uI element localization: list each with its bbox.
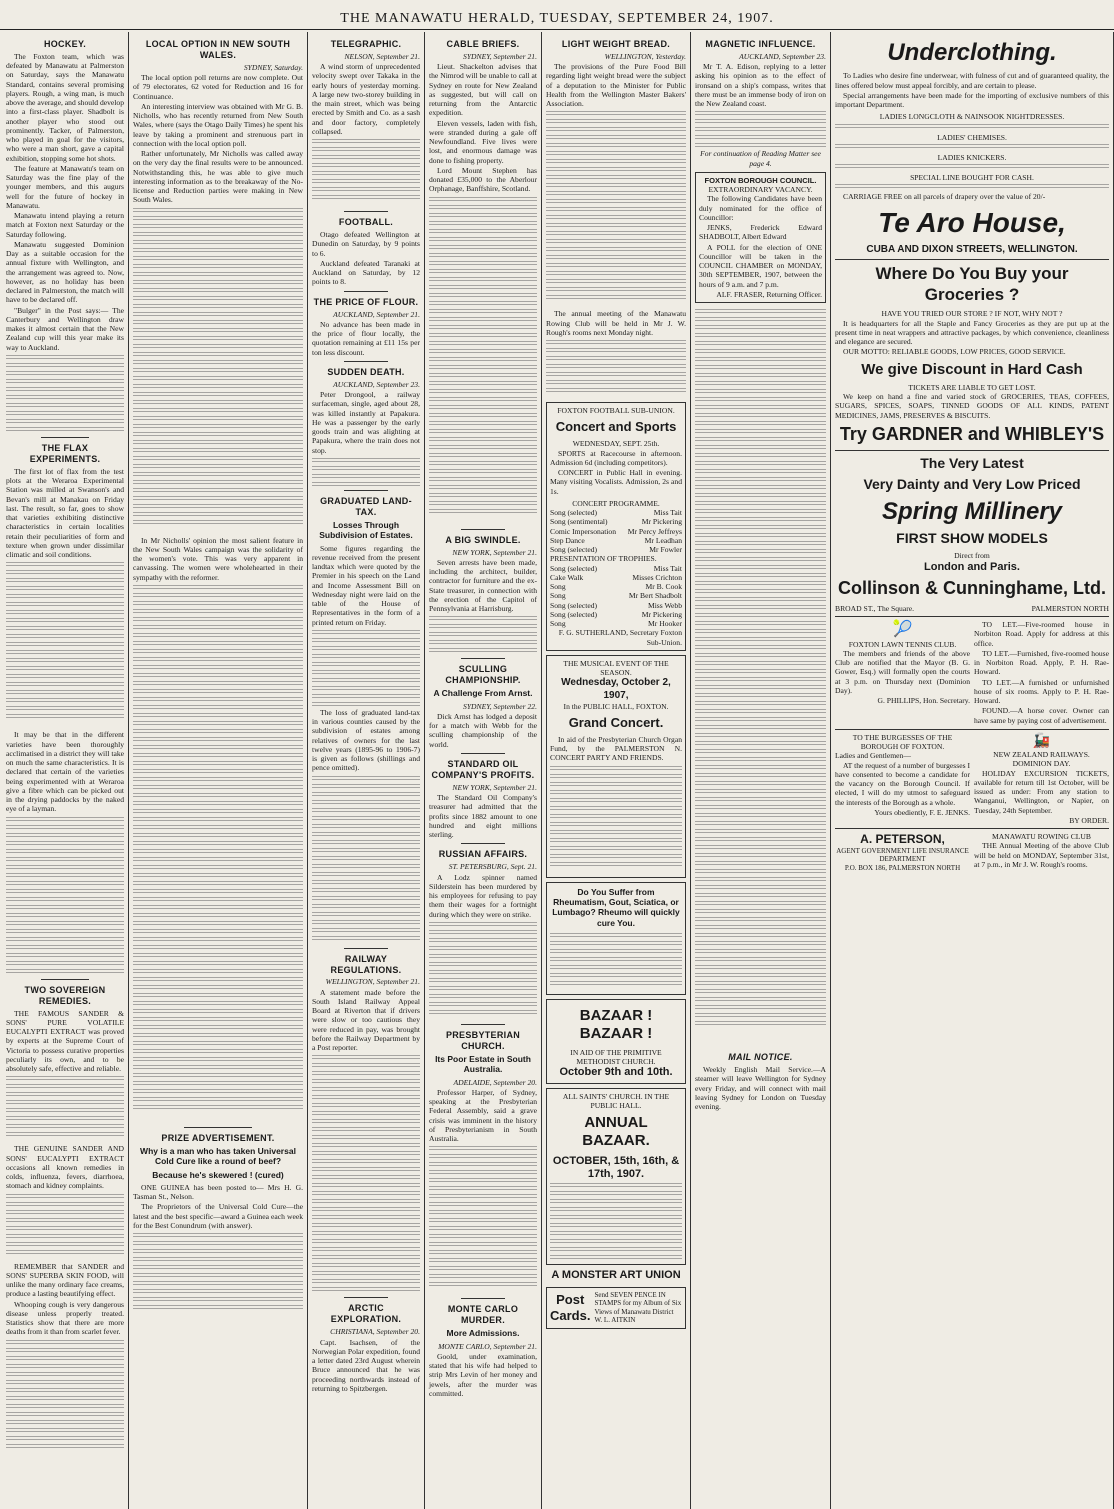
- bread-paragraph: The annual meeting of the Manawatu Rowing Club will be held in Mr J. W. Rough's rooms next Monday night.: [546, 309, 686, 337]
- tennis-row: [835, 620, 1109, 726]
- land-tax-paragraph: Some figures regarding the revenue received from the present landtax which were quoted by the Premier in his speech on the Land and Income Assessment Bill on Wednesday night were laid on the table of the House of Representatives in the form of a printed return on Friday.: [312, 543, 420, 627]
- collinson-town: PALMERSTON NORTH: [1031, 603, 1109, 613]
- bread-paragraph: The provisions of the Pure Food Bill regarding light weight bread were the subject of a deputation to the Minister for Public Health from the Wellington Master Bakers' Association.: [546, 62, 686, 109]
- groceries-question: HAVE YOU TRIED OUR STORE ? IF NOT, WHY NOT ?: [881, 309, 1063, 319]
- railways-ad: [974, 733, 1109, 825]
- locomotive-icon: 🚂: [1032, 733, 1051, 749]
- dateline: NEW YORK, September 21.: [452, 547, 537, 557]
- dateline: ST. PETERSBURG, Sept. 21.: [448, 862, 537, 872]
- text-filler: [550, 764, 682, 874]
- programme-item: Step Dance: [550, 535, 585, 545]
- programme-performer: Miss Tait: [653, 563, 682, 573]
- show-models-heading: FIRST SHOW MODELS: [896, 530, 1048, 547]
- rowing-heading: MANAWATU ROWING CLUB: [992, 832, 1091, 842]
- monte-carlo-paragraph: Goold, under examination, stated that his wife had helped to strip Mrs Levin of her money and jewels, after the murder was committed.: [429, 1351, 537, 1398]
- programme-item: Song: [550, 591, 566, 601]
- russian-heading: RUSSIAN AFFAIRS.: [438, 849, 528, 860]
- text-filler: [312, 1053, 420, 1293]
- programme-row: [550, 601, 682, 610]
- found-notice: FOUND.—A horse cover. Owner can have same by paying cost of advertisement.: [974, 706, 1109, 725]
- post-cards-heading: Post Cards.: [550, 1292, 591, 1323]
- programme-signature: F. G. SUTHERLAND, Secretary Foxton Sub-Union.: [558, 628, 682, 647]
- railways-signature: BY ORDER.: [1069, 815, 1109, 825]
- presbyterian-subheading: Its Poor Estate in South Australia.: [435, 1053, 531, 1075]
- text-filler: [6, 1338, 124, 1458]
- programme-row: [550, 517, 682, 526]
- programme-performer: Miss Webb: [647, 600, 682, 610]
- text-filler: [6, 1192, 124, 1262]
- underclothing-paragraph: To Ladies who desire fine underwear, with fulness of cut and of guaranteed quality, the lines offered below must appeal forcibly, and are certain to please.: [835, 71, 1109, 90]
- cable-paragraph: Lieut. Shackelton advises that the Nimrod will be unable to call at Sydney en route for New Zealand as suggested, but will call on returning from the Antarctic expedition.: [429, 62, 537, 118]
- to-let-1: TO LET.—Five-roomed house in Norbiton Road. Apply for address at this office.: [974, 620, 1109, 648]
- text-filler: [429, 614, 537, 654]
- text-filler: [312, 456, 420, 486]
- dateline: SYDNEY, Saturday.: [243, 62, 303, 72]
- programme-item: PRESENTATION OF TROPHIES.: [550, 554, 657, 564]
- annual-bazaar-heading: ANNUAL BAZAAR.: [582, 1114, 650, 1150]
- magnetic-heading: MAGNETIC INFLUENCE.: [705, 39, 816, 49]
- hockey-paragraph: The Foxton team, which was defeated by Manawatu at Palmerston on Saturday, says the Manawatu Standard, contains several promising players. Rough, a wing man, is much above the average, and should develop into a first-class player. Shadbolt is another player who stood out prominently. Tacker, of Palmerston, who played in goal for the visitors, who were a man short, gave a capital exhibition, stopping some hot shots.: [6, 51, 124, 163]
- text-filler: [312, 137, 420, 207]
- discount-heading: We give Discount in Hard Cash: [861, 360, 1083, 378]
- programme-performer: Mr Pickering: [641, 609, 682, 619]
- remedies-paragraph: REMEMBER that SANDER and SONS' SUPERBA SKIN FOOD, will unlike the many ordinary face creams, produce a lasting beautifying effect.: [6, 1261, 124, 1299]
- underclothing-line: LADIES KNICKERS.: [937, 152, 1007, 162]
- dateline: NEW YORK, September 21.: [452, 782, 537, 792]
- programme-row: [550, 564, 682, 573]
- programme-performer: Mr Hooker: [648, 619, 682, 629]
- bazaar-ad: [546, 999, 686, 1084]
- programme-item: Song (sentimental): [550, 517, 608, 527]
- land-tax-subheading: Losses Through Subdivision of Estates.: [319, 519, 413, 541]
- arctic-heading: ARCTIC EXPLORATION.: [330, 1303, 402, 1325]
- programme-row: [550, 508, 682, 517]
- column-5: [542, 32, 691, 1509]
- cable-heading: CABLE BRIEFS.: [446, 39, 520, 49]
- underclothing-line: LADIES' CHEMISES.: [937, 132, 1007, 142]
- burgess-row: [835, 733, 1109, 825]
- local-option-paragraph: The local option poll returns are now complete. Out of 79 electorates, 62 voted for Reduction and 16 for Continuance.: [133, 73, 303, 101]
- telegraphic-heading: TELEGRAPHIC.: [330, 39, 402, 49]
- programme-heading: CONCERT PROGRAMME.: [572, 498, 660, 508]
- programme-item: Cake Walk: [550, 572, 584, 582]
- text-filler: [133, 583, 303, 1123]
- motto: OUR MOTTO: RELIABLE GOODS, LOW PRICES, GOOD SERVICE.: [843, 347, 1066, 357]
- text-filler: [550, 931, 682, 991]
- programme-row: [550, 527, 682, 536]
- presbyterian-heading: PRESBYTERIAN CHURCH.: [445, 1029, 521, 1051]
- peterson-heading: A. PETERSON,: [860, 832, 945, 847]
- programme-row: [550, 582, 682, 591]
- dateline: SYDNEY, September 22.: [463, 701, 537, 711]
- programme-performer: Miss Tait: [653, 508, 682, 518]
- bazaar-paragraph: IN AID OF THE PRIMITIVE METHODIST CHURCH.: [570, 1047, 662, 1066]
- land-tax-paragraph: The loss of graduated land-tax in various counties caused by the subdivision of estates among relatives of owners for the last twelve years (1895-96 to 1906-7) is given as follows (shillings and pence omitted).: [312, 707, 420, 773]
- text-filler: [835, 124, 1109, 130]
- railway-heading: RAILWAY REGULATIONS.: [330, 953, 402, 975]
- divider: [835, 828, 1109, 829]
- divider: [461, 529, 504, 530]
- text-filler: [835, 184, 1109, 190]
- gardner-heading: Try GARDNER and WHIBLEY'S: [839, 423, 1105, 444]
- rowing-ad: [974, 832, 1109, 872]
- local-option-paragraph: An interesting interview was obtained with Mr G. B. Nicholls, who has recently returned from New South Wales, where (says the Otago Daily Times) he spent his leave by taking a prominent and strenuous part in connection with the local option poll.: [133, 101, 303, 148]
- text-filler: [546, 109, 686, 309]
- masthead-title: THE MANAWATU HERALD, TUESDAY, SEPTEMBER 24, 1907.: [340, 11, 774, 26]
- hockey-heading: HOCKEY.: [43, 39, 87, 49]
- prize-heading: PRIZE ADVERTISEMENT.: [161, 1132, 275, 1143]
- programme-performer: Misses Crichton: [632, 572, 682, 582]
- peterson-address: P.O. BOX 186, PALMERSTON NORTH: [844, 863, 961, 872]
- programme-performer: Mr Bert Shadbolt: [628, 591, 682, 601]
- council-heading: FOXTON BOROUGH COUNCIL.: [704, 175, 817, 185]
- railways-paragraph: HOLIDAY EXCURSION TICKETS, available for return till 1st October, will be issued as under: From any station to Wanganui, Wellington, or Napier, on Tuesday, 24th September.: [974, 768, 1109, 815]
- bread-heading: LIGHT WEIGHT BREAD.: [561, 39, 671, 49]
- musical-event-heading: THE MUSICAL EVENT OF THE SEASON.: [563, 658, 669, 678]
- dainty-heading: Very Dainty and Very Low Priced: [863, 475, 1081, 492]
- continuation-note: For continuation of Reading Matter see page 4.: [700, 149, 821, 168]
- text-filler: [546, 338, 686, 398]
- rheumo-ad: [546, 882, 686, 995]
- concert-paragraph: CONCERT in Public Hall in evening. Many visiting Vocalists. Admission, 2s and 1s.: [550, 468, 682, 496]
- divider: [835, 450, 1109, 451]
- tennis-icon: 🎾: [892, 621, 913, 639]
- railways-heading: NEW ZEALAND RAILWAYS.: [993, 750, 1090, 760]
- burgess-ad: [835, 733, 970, 825]
- hockey-paragraph: Manawatu suggested Dominion Day as a suitable occasion for the annual fixture with Wellington, and the arrangement was agreed to. Now, however, as no holiday has been declared in Palmerston, the match will have to be declared off.: [6, 239, 124, 305]
- annual-bazaar-date: OCTOBER, 15th, 16th, & 17th, 1907.: [552, 1154, 680, 1180]
- cable-paragraph: Lord Mount Stephen has donated £35,000 to the Aberlour Orphanage, Banffshire, Scotland.: [429, 165, 537, 194]
- dateline: WELLINGTON, Yesterday.: [604, 51, 686, 61]
- tennis-heading: FOXTON LAWN TENNIS CLUB.: [848, 639, 957, 649]
- art-union-heading: A MONSTER ART UNION: [551, 1269, 681, 1282]
- text-filler: [6, 353, 124, 433]
- dateline: MONTE CARLO, September 21.: [438, 1341, 537, 1351]
- peterson-ad: [835, 832, 970, 872]
- tennis-paragraph: The members and friends of the above Club are notified that the Mayor (B. G. Gower, Esq.) will formally open the courts at 3 p.m. on Thursday next (Dominion Day).: [835, 648, 970, 695]
- grand-concert-heading: Grand Concert.: [568, 714, 664, 730]
- text-filler: [133, 206, 303, 536]
- text-filler: [312, 774, 420, 944]
- burgess-signature: Yours obediently, F. E. JENKS.: [874, 807, 970, 817]
- swindle-paragraph: Seven arrests have been made, including the architect, builder, contractor for furniture and the ex-State treasurer, in connection with the erection of the Capitol of Pennsylvania at Harrisburg.: [429, 557, 537, 614]
- post-cards-ad: [546, 1287, 686, 1329]
- divider: [461, 843, 504, 844]
- remedies-heading: TWO SOVEREIGN REMEDIES.: [24, 984, 106, 1006]
- foxton-football-ad: [546, 402, 686, 651]
- sudden-death-heading: SUDDEN DEATH.: [327, 366, 405, 377]
- te-aro-address: CUBA AND DIXON STREETS, WELLINGTON.: [866, 243, 1078, 255]
- dateline: CHRISTIANA, September 20.: [330, 1327, 420, 1337]
- prize-question: Why is a man who has taken Universal Cold Cure like a round of beef?: [140, 1145, 296, 1167]
- dominion-day-heading: DOMINION DAY.: [1012, 759, 1071, 769]
- remedies-paragraph: THE FAMOUS SANDER & SONS' PURE VOLATILE EUCALYPTI EXTRACT was proved by experts at the Supreme Court of Victoria to possess curative properties peculiarly its own, and to be absolutely safe, effective and reliable.: [6, 1008, 124, 1074]
- sculling-heading: SCULLING CHAMPIONSHIP.: [445, 664, 521, 686]
- council-ad: [695, 172, 826, 303]
- remedies-paragraph: THE GENUINE SANDER AND SONS' EUCALYPTI EXTRACT occasions all known remedies in colds, influenza, fevers, diarrhoea, stomach and kidney complaints.: [6, 1144, 124, 1191]
- remedies-paragraph: Whooping cough is very dangerous disease unless properly treated. Statistics show that there are more deaths from it than from scarlet fever.: [6, 1299, 124, 1337]
- text-filler: [429, 1144, 537, 1294]
- oil-paragraph: The Standard Oil Company's treasurer had admitted that the profits since 1882 amount to one hundred and eight millions sterling.: [429, 793, 537, 840]
- text-filler: [835, 144, 1109, 150]
- divider: [461, 1024, 504, 1025]
- foxton-football-heading: FOXTON FOOTBALL SUB-UNION.: [557, 406, 675, 416]
- concert-sports-heading: Concert and Sports: [555, 419, 677, 435]
- programme-performer: Mr B. Cook: [645, 582, 682, 592]
- flax-paragraph: The first lot of flax from the test plots at the Weraroa Experimental Station was milled at Swanson's and Bevan's mill at Manakau on Friday last. The result, so far, goes to show that varieties exhibiting distinctive characteristics in certain localities retain their peculiarities of form and texture when grown under dissimilar climatic and soil conditions.: [6, 466, 124, 560]
- masthead: [0, 0, 1114, 30]
- programme-row: [550, 591, 682, 600]
- monte-carlo-heading: MONTE CARLO MURDER.: [447, 1304, 519, 1326]
- divider: [184, 1127, 252, 1128]
- railway-paragraph: A statement made before the South Island Railway Appeal Board at Riverton that if drivers were slow or too cautious they were reduced in pay, was brought before the Railway Department by a Post reporter.: [312, 987, 420, 1053]
- hockey-paragraph: Manawatu intend playing a return match at Foxton next Saturday or the Saturday following.: [6, 211, 124, 239]
- grand-concert-ad: [546, 655, 686, 878]
- programme-row: [550, 619, 682, 628]
- column-3: [308, 32, 425, 1509]
- burgess-greeting: Ladies and Gentlemen—: [835, 751, 911, 761]
- divider: [344, 211, 387, 212]
- text-filler: [695, 109, 826, 149]
- bottom-row: [835, 832, 1109, 872]
- prize-paragraph: The Proprietors of the Universal Cold Cure—the latest and the best specific—award a Guinea each week for the Best Conundrum (with answer).: [133, 1202, 303, 1230]
- programme-item: Song (selected): [550, 600, 598, 610]
- to-let-3: TO LET.—A furnished or unfurnished house of six rooms. Apply to P. H. Rae-Howard.: [974, 677, 1109, 706]
- flour-paragraph: No advance has been made in the price of flour locally, the quotation remaining at £11 15s per ton less discount.: [312, 319, 420, 357]
- divider: [461, 658, 504, 659]
- text-filler: [6, 560, 124, 730]
- flax-paragraph: It may be that in the different varieties have been thoroughly acclimatised in a district they will take on much the same characteristics. It is declared that certain of the varieties being experimented with at Weraroa give a fibre which can be picked out in the drying paddocks by the naked eye of a layman.: [6, 730, 124, 814]
- column-2: [129, 32, 308, 1509]
- grand-concert-venue: In the PUBLIC HALL, FOXTON.: [563, 701, 669, 711]
- grand-concert-paragraph: In aid of the Presbyterian Church Organ Fund, by the PALMERSTON N. CONCERT PARTY AND FRIENDS.: [550, 734, 682, 763]
- dateline: NELSON, September 21.: [344, 51, 420, 61]
- text-filler: [133, 1231, 303, 1311]
- local-option-heading: LOCAL OPTION IN NEW SOUTH WALES.: [145, 39, 291, 60]
- text-filler: [312, 628, 420, 708]
- column-1: [2, 32, 129, 1509]
- dateline: WELLINGTON, September 21.: [325, 977, 420, 987]
- groceries-heading: Where Do You Buy your Groceries ?: [875, 263, 1069, 304]
- rheumo-heading: Do You Suffer from Rheumatism, Gout, Sciatica, or Lumbago? Rheumo will quickly cure You.: [552, 886, 680, 928]
- burgess-heading: TO THE BURGESSES OF THE BOROUGH OF FOXTON.: [852, 732, 953, 752]
- programme-performer: Mr Fowler: [649, 545, 682, 555]
- direct-from: Direct from: [954, 551, 990, 561]
- tennis-ad: [835, 620, 970, 726]
- sculling-subheading: A Challenge From Arnst.: [433, 688, 533, 699]
- discount-paragraph: We keep on hand a fine and varied stock of GROCERIES, TEAS, COFFEES, SUGARS, SPICES, SOAPS, TINNED GOODS OF ALL KINDS, PATENT MEDICINES, JAMS, PRESERVES & BISCUITS.: [835, 392, 1109, 420]
- groceries-paragraph: It is headquarters for all the Staple and Fancy Groceries as they are put up at the present time in neat wrappers and attractive packages, by which convenience, cleanliness and elegance are secured.: [835, 318, 1109, 347]
- football-paragraph: Otago defeated Wellington at Dunedin on Saturday, by 9 points to 6.: [312, 230, 420, 258]
- latest-heading: The Very Latest: [920, 454, 1024, 471]
- concert-paragraph: SPORTS at Racecourse in afternoon. Admission 6d (including competitors).: [550, 448, 682, 467]
- text-filler: [550, 1181, 682, 1261]
- tennis-signature: G. PHILLIPS, Hon. Secretary.: [877, 696, 970, 706]
- bazaar-heading: BAZAAR ! BAZAAR !: [579, 1007, 653, 1043]
- telegraphic-paragraph: A wind storm of unprecedented velocity swept over Takaka in the early hours of yesterday morning. A large new two-storey building in the main street, which was being erected by Smith and Co. as a sash and door factory, completely collapsed.: [312, 62, 420, 136]
- text-filler: [429, 195, 537, 525]
- mail-notice-paragraph: Weekly English Mail Service.—A steamer will leave Wellington for Sydney every Friday, and will connect with mail leaving Sydney for London on Tuesday evening.: [695, 1065, 826, 1112]
- column-7: [831, 32, 1114, 1509]
- land-tax-heading: GRADUATED LAND-TAX.: [320, 495, 412, 517]
- annual-bazaar-sub: ALL SAINTS' CHURCH. IN THE PUBLIC HALL.: [562, 1091, 670, 1110]
- london-paris: London and Paris.: [924, 560, 1020, 573]
- swindle-heading: A BIG SWINDLE.: [445, 534, 521, 545]
- prize-paragraph: ONE GUINEA has been posted to— Mrs H. G. Tasman St., Nelson.: [133, 1182, 303, 1202]
- programme-performer: Mr Percy Jeffreys: [627, 526, 682, 536]
- text-filler: [6, 815, 124, 975]
- underclothing-paragraph: Special arrangements have been made for the importing of exclusive numbers of this important Department.: [835, 90, 1109, 110]
- council-paragraph: A POLL for the election of ONE Councillor will be taken in the COUNCIL CHAMBER on MONDAY, 30th SEPTEMBER, 1907, between the hours of 9 a.m. and 7 p.m.: [699, 242, 822, 289]
- divider: [344, 490, 387, 491]
- hockey-paragraph: "Bulger" in the Post says:— The Canterbury and Wellington draw makes it almost certain that the New Zealand cup will this year make its way to Auckland.: [6, 305, 124, 352]
- dateline: AUCKLAND, September 21.: [333, 309, 420, 319]
- programme-row: [550, 536, 682, 545]
- divider: [344, 1297, 387, 1298]
- te-aro-heading: Te Aro House,: [878, 206, 1066, 238]
- to-let-2: TO LET.—Furnished, five-roomed house in Norbiton Road. Apply, P. H. Rae-Howard.: [974, 648, 1109, 677]
- divider: [344, 948, 387, 949]
- spring-millinery-heading: Spring Millinery: [881, 497, 1063, 525]
- underclothing-line: LADIES LONGCLOTH & NAINSOOK NIGHTDRESSES.: [879, 112, 1065, 122]
- divider: [41, 979, 88, 980]
- divider: [344, 361, 387, 362]
- local-option-paragraph: In Mr Nicholls' opinion the most salient feature in the New South Wales campaign was the solidarity of the women's vote. This was very apparent in canvassing. The women were wholehearted in their sympathy with the reformer.: [133, 535, 303, 582]
- dateline: ADELAIDE, September 20.: [453, 1077, 537, 1087]
- football-heading: FOOTBALL.: [338, 217, 394, 228]
- rowing-paragraph: THE Annual Meeting of the above Club will be held on MONDAY, September 31st, at 7 p.m., in Mr J. W. Rough's rooms.: [974, 841, 1109, 869]
- programme-performer: Mr Leadhan: [644, 535, 682, 545]
- programme-item: Comic Impersonation: [550, 526, 617, 536]
- divider: [344, 291, 387, 292]
- programme-item: Song: [550, 582, 566, 592]
- column-6: [691, 32, 831, 1509]
- collinson-heading: Collinson & Cunninghame, Ltd.: [838, 577, 1106, 598]
- divider: [461, 1298, 504, 1299]
- text-filler: [835, 164, 1109, 170]
- underclothing-lines: [835, 112, 1109, 190]
- football-paragraph: Auckland defeated Taranaki at Auckland on Saturday, by 12 points to 8.: [312, 258, 420, 287]
- council-paragraph: The following Candidates have been duly nominated for the office of Councillor:: [699, 194, 822, 222]
- cable-paragraph: Eleven vessels, laden with fish, were stranded during a gale off Newfoundland. Five lives were lost, and enormous damage was done to fishing property.: [429, 118, 537, 165]
- prize-answer: Because he's skewered ! (cured): [152, 1169, 284, 1180]
- concert-date: WEDNESDAY, SEPT. 25th.: [572, 439, 660, 449]
- flax-heading: THE FLAX EXPERIMENTS.: [29, 442, 101, 464]
- monte-carlo-subheading: More Admissions.: [446, 1328, 520, 1339]
- arctic-paragraph: Capt. Isachsen, of the Norwegian Polar expedition, found a letter dated 23rd August wherein Bruce announced that he was proceeding northwards instead of returning to Spitzbergen.: [312, 1337, 420, 1393]
- mail-notice-heading: MAIL NOTICE.: [728, 1052, 793, 1063]
- peterson-subheading: AGENT GOVERNMENT LIFE INSURANCE DEPARTMENT: [836, 846, 969, 864]
- column-4: [425, 32, 542, 1509]
- dateline: AUCKLAND, September 23.: [739, 51, 826, 61]
- text-filler: [6, 1074, 124, 1144]
- text-filler: [695, 307, 826, 1047]
- divider: [835, 729, 1109, 730]
- collinson-street: BROAD ST., The Square.: [835, 603, 915, 613]
- collinson-address: [835, 604, 1109, 613]
- programme-row: [550, 545, 682, 554]
- divider: [835, 616, 1109, 617]
- text-filler: [429, 920, 537, 1020]
- carriage-note: CARRIAGE FREE on all parcels of drapery over the value of 20/-: [843, 192, 1046, 202]
- flour-heading: THE PRICE OF FLOUR.: [313, 296, 419, 307]
- hockey-paragraph: The feature at Manawatu's team on Saturday was the fine play of the younger members, and this augurs well for the future of hockey in Manawatu.: [6, 163, 124, 210]
- presbyterian-paragraph: Professor Harper, of Sydney, speaking at the Presbyterian Federal Assembly, said a grave crisis was imminent in the history of Presbyterianism in South Australia.: [429, 1087, 537, 1144]
- programme-list: [550, 508, 682, 628]
- divider: [461, 753, 504, 754]
- council-subheading: EXTRAORDINARY VACANCY.: [708, 185, 813, 195]
- oil-heading: STANDARD OIL COMPANY'S PROFITS.: [431, 758, 535, 780]
- council-names: JENKS, Frederick Edward SHADBOLT, Albert Edward: [699, 223, 822, 242]
- discount-subheading: TICKETS ARE LIABLE TO GET LOST.: [908, 382, 1036, 392]
- underclothing-line: SPECIAL LINE BOUGHT FOR CASH.: [910, 173, 1034, 183]
- programme-item: Song (selected): [550, 563, 598, 573]
- programme-row: [550, 610, 682, 619]
- programme-item: Song (selected): [550, 545, 598, 555]
- grand-concert-date: Wednesday, October 2, 1907,: [561, 677, 671, 701]
- local-option-paragraph: Rather unfortunately, Mr Nicholls was called away on the very day the final results were to be announced. Notwithstanding this, he was able to give much interesting information as to the breakaway of the No-license and Reduction parties were making in New South Wales.: [133, 149, 303, 205]
- programme-row: [550, 573, 682, 582]
- annual-bazaar-ad: [546, 1088, 686, 1266]
- russian-paragraph: A Lodz spinner named Silderstein has been murdered by his employees for refusing to pay them their wages for a fortnight during which they were on strike.: [429, 872, 537, 919]
- underclothing-heading: Underclothing.: [887, 39, 1057, 66]
- post-cards-paragraph: Send SEVEN PENCE IN STAMPS for my Album of Six Views of Manawatu District W. L. AITKIN: [594, 1290, 682, 1325]
- classifieds: [974, 620, 1109, 726]
- programme-row: [550, 554, 682, 563]
- dateline: AUCKLAND, September 23.: [333, 379, 420, 389]
- programme-item: Song: [550, 619, 566, 629]
- sudden-death-paragraph: Peter Drongool, a railway surfaceman, single, aged about 28, was killed instantly at Papakura. He was a passenger by the early goods train and was alighting at Papakura, where the train does not stop.: [312, 390, 420, 455]
- programme-performer: Mr Pickering: [641, 517, 682, 527]
- dateline: SYDNEY, September 21.: [463, 51, 537, 61]
- programme-item: Song (selected): [550, 508, 598, 518]
- sculling-paragraph: Dick Arnst has lodged a deposit for a match with Webb for the sculling championship of the world.: [429, 711, 537, 749]
- burgess-paragraph: AT the request of a number of burgesses I have consented to become a candidate for the vacancy on the Borough Council. If elected, I will do my utmost to safeguard the interests of the Borough as a whole.: [835, 760, 970, 807]
- council-signature: ALF. FRASER, Returning Officer.: [716, 289, 822, 299]
- magnetic-paragraph: Mr T. A. Edison, replying to a letter asking his opinion as to the effect of ironsand on a ship's compass, writes that there must be an immense body of iron on the New Zealand coast.: [695, 62, 826, 109]
- divider: [835, 259, 1109, 260]
- programme-item: Song (selected): [550, 609, 598, 619]
- bazaar-date: October 9th and 10th.: [559, 1066, 673, 1079]
- divider: [41, 437, 88, 438]
